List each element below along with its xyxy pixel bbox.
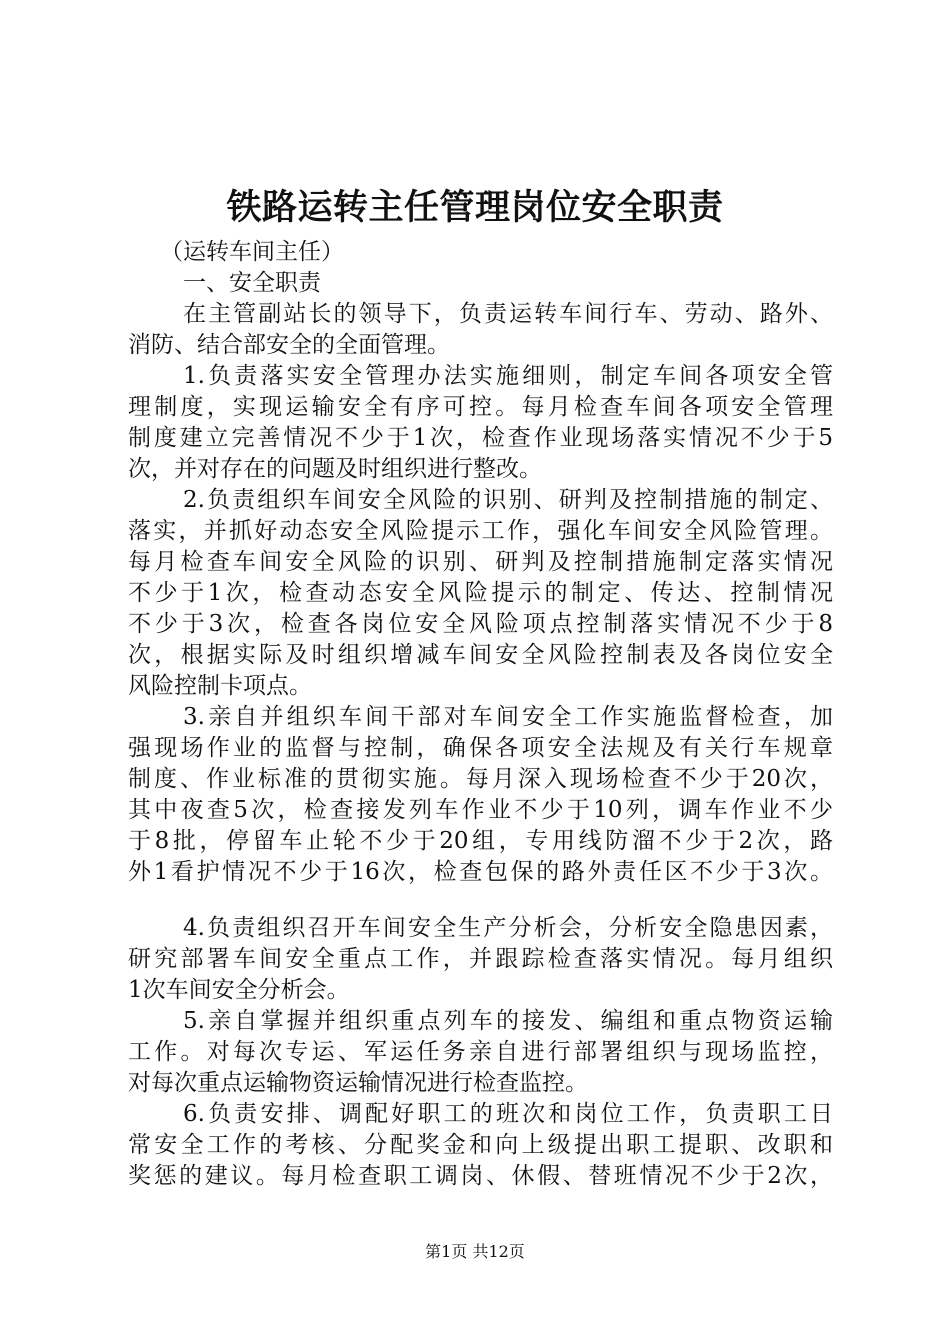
paragraph-line: 落实，并抓好动态安全风险提示工作，强化车间安全风险管理。 (128, 518, 833, 544)
paragraph-line: 制度、作业标准的贯彻实施。每月深入现场检查不少于20次， (128, 766, 833, 792)
paragraph-line: 2.负责组织车间安全风险的识别、研判及控制措施的制定、 (183, 487, 833, 513)
paragraph-line: 对每次重点运输物资运输情况进行检查监控。 (128, 1070, 588, 1096)
paragraph-line: 在主管副站长的领导下，负责运转车间行车、劳动、路外、 (183, 301, 833, 327)
paragraph-line: 奖惩的建议。每月检查职工调岗、休假、替班情况不少于2次， (128, 1163, 833, 1189)
paragraph-line: 1次车间安全分析会。 (128, 977, 350, 1003)
page-number-footer: 第1页 共12页 (425, 1242, 525, 1261)
paragraph-line: 外1看护情况不少于16次，检查包保的路外责任区不少于3次。 (128, 859, 833, 885)
paragraph-line: 次，根据实际及时组织增减车间安全风险控制表及各岗位安全 (128, 642, 833, 668)
paragraph-line: 不少于3次，检查各岗位安全风险项点控制落实情况不少于8 (128, 611, 833, 637)
paragraph-line: 1.负责落实安全管理办法实施细则，制定车间各项安全管 (183, 363, 833, 389)
paragraph-line: 工作。对每次专运、军运任务亲自进行部署组织与现场监控， (128, 1039, 833, 1065)
paragraph-line: 3.亲自并组织车间干部对车间安全工作实施监督检查，加 (183, 704, 833, 730)
section-heading: 一、安全职责 (183, 270, 321, 296)
paragraph-line: 每月检查车间安全风险的识别、研判及控制措施制定落实情况 (128, 549, 833, 575)
document-title: 铁路运转主任管理岗位安全职责 (226, 187, 724, 228)
paragraph-line: 次，并对存在的问题及时组织进行整改。 (128, 456, 542, 482)
document-subtitle: （运转车间主任） (160, 239, 344, 265)
paragraph-line: 制度建立完善情况不少于1次，检查作业现场落实情况不少于5 (128, 425, 833, 451)
paragraph-line: 不少于1次，检查动态安全风险提示的制定、传达、控制情况 (128, 580, 833, 606)
paragraph-line: 研究部署车间安全重点工作，并跟踪检查落实情况。每月组织 (128, 946, 833, 972)
paragraph-line: 于8批，停留车止轮不少于20组，专用线防溜不少于2次，路 (128, 828, 833, 854)
paragraph-line: 其中夜查5次，检查接发列车作业不少于10列，调车作业不少 (128, 797, 833, 823)
paragraph-line: 风险控制卡项点。 (128, 673, 312, 699)
paragraph-line: 强现场作业的监督与控制，确保各项安全法规及有关行车规章 (128, 735, 833, 761)
paragraph-line: 4.负责组织召开车间安全生产分析会，分析安全隐患因素， (183, 915, 833, 941)
paragraph-line: 5.亲自掌握并组织重点列车的接发、编组和重点物资运输 (183, 1008, 833, 1034)
paragraph-line: 常安全工作的考核、分配奖金和向上级提出职工提职、改职和 (128, 1132, 833, 1158)
paragraph-line: 理制度，实现运输安全有序可控。每月检查车间各项安全管理 (128, 394, 833, 420)
paragraph-line: 消防、结合部安全的全面管理。 (128, 332, 450, 358)
paragraph-line: 6.负责安排、调配好职工的班次和岗位工作，负责职工日 (183, 1101, 833, 1127)
